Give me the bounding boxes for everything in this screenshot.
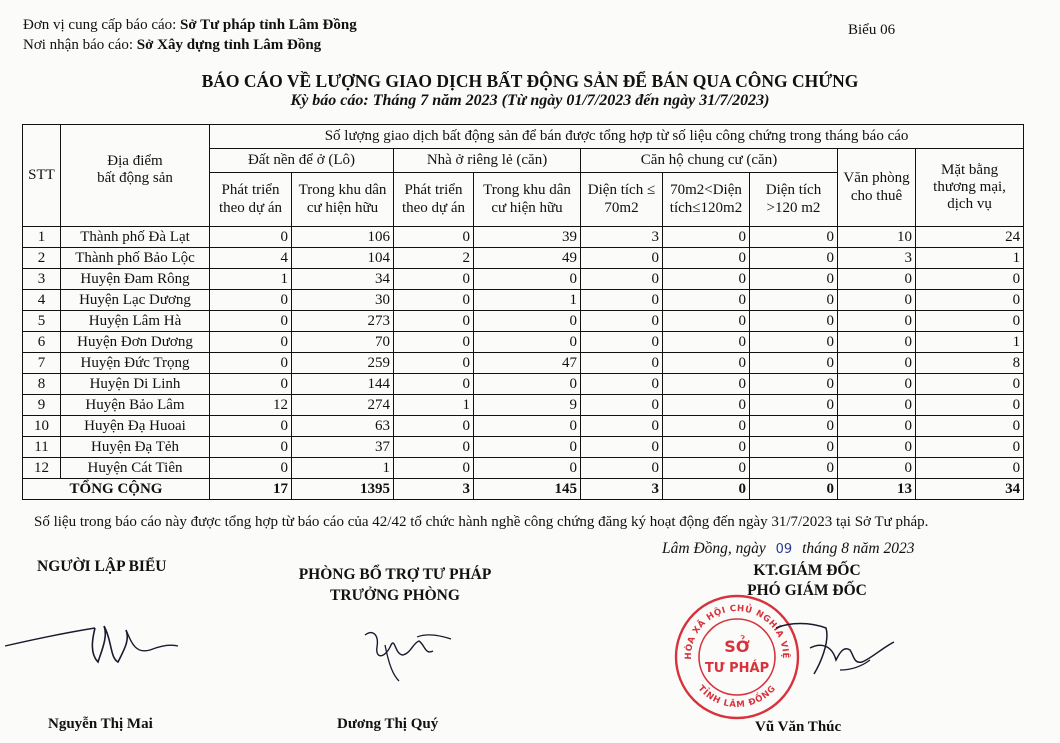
header-commercial-line1: Mặt bằng	[941, 161, 999, 178]
date-suffix: tháng 8 năm 2023	[802, 540, 915, 557]
row-location: Huyện Đơn Dương	[61, 332, 210, 353]
row-location: Huyện Đam Rông	[61, 269, 210, 290]
header-land-res	[292, 173, 394, 227]
source-note: Số liệu trong báo cáo này được tổng hợp từ báo cáo của 42/42 tổ chức hành nghề công chứng đăng ký hoạt động đến ngày 31/7/2023 tại Sở Tư pháp.	[34, 514, 929, 530]
cell-land-res: 1	[292, 458, 394, 479]
cell-apt-small: 0	[581, 395, 663, 416]
cell-land-res: 259	[292, 353, 394, 374]
cell-land-dev: 4	[210, 248, 292, 269]
date-day: 09	[775, 542, 793, 557]
cell-house-res: 0	[474, 269, 581, 290]
director-title-line2: PHÓ GIÁM ĐỐC	[747, 582, 867, 599]
cell-apt-large: 0	[750, 416, 838, 437]
cell-house-dev: 0	[394, 269, 474, 290]
table-row	[23, 290, 1024, 311]
row-stt: 5	[23, 311, 61, 332]
cell-house-dev: 0	[394, 290, 474, 311]
total-row	[23, 479, 1024, 500]
header-land-dev	[210, 173, 292, 227]
table-row	[23, 311, 1024, 332]
cell-land-res: 70	[292, 332, 394, 353]
header-house-res	[474, 173, 581, 227]
seal-ring-top: CỘNG HÒA XÃ HỘI CHỦ NGHĨA VIỆT NAM	[667, 585, 791, 660]
cell-office: 0	[838, 437, 916, 458]
total-apt-mid: 0	[663, 479, 750, 500]
provider-label: Đơn vị cung cấp báo cáo:	[23, 17, 181, 33]
cell-land-res: 144	[292, 374, 394, 395]
cell-house-dev: 0	[394, 374, 474, 395]
total-apt-small: 3	[581, 479, 663, 500]
cell-apt-mid: 0	[663, 311, 750, 332]
total-apt-large: 0	[750, 479, 838, 500]
cell-apt-large: 0	[750, 353, 838, 374]
director-title-line1: KT.GIÁM ĐỐC	[753, 562, 861, 579]
cell-apt-large: 0	[750, 311, 838, 332]
cell-commercial: 0	[916, 395, 1024, 416]
cell-apt-large: 0	[750, 437, 838, 458]
cell-house-dev: 1	[394, 395, 474, 416]
form-code: Biểu 06	[848, 22, 896, 38]
office-signature-icon	[355, 615, 475, 685]
office-title-line1: PHÒNG BỔ TRỢ TƯ PHÁP	[298, 566, 492, 583]
cell-land-dev: 0	[210, 458, 292, 479]
cell-apt-large: 0	[750, 332, 838, 353]
header-apt-large-line1: Diện tích	[765, 182, 822, 199]
cell-house-dev: 0	[394, 458, 474, 479]
cell-apt-small: 0	[581, 374, 663, 395]
row-location: Huyện Lạc Dương	[61, 290, 210, 311]
cell-house-res: 39	[474, 227, 581, 248]
cell-land-dev: 0	[210, 311, 292, 332]
row-location: Huyện Đạ Tẻh	[61, 437, 210, 458]
transaction-table	[22, 124, 1024, 500]
row-stt: 1	[23, 227, 61, 248]
row-location: Huyện Di Linh	[61, 374, 210, 395]
cell-commercial: 0	[916, 458, 1024, 479]
row-stt: 9	[23, 395, 61, 416]
header-house-res-line1: Trong khu dân	[483, 182, 571, 199]
header-commercial-line2: thương mại,	[933, 178, 1006, 195]
cell-apt-mid: 0	[663, 458, 750, 479]
office-title-line2: TRƯỞNG PHÒNG	[330, 587, 460, 604]
cell-land-dev: 0	[210, 416, 292, 437]
preparer-signature-icon	[0, 610, 180, 690]
cell-apt-mid: 0	[663, 227, 750, 248]
total-land-dev: 17	[210, 479, 292, 500]
cell-land-res: 106	[292, 227, 394, 248]
header-apt-small-line1: Diện tích ≤	[587, 182, 656, 199]
cell-office: 0	[838, 311, 916, 332]
total-land-res: 1395	[292, 479, 394, 500]
recipient-line	[23, 37, 321, 54]
cell-office: 10	[838, 227, 916, 248]
row-location: Huyện Đạ Huoai	[61, 416, 210, 437]
cell-office: 0	[838, 416, 916, 437]
row-stt: 10	[23, 416, 61, 437]
report-title: BÁO CÁO VỀ LƯỢNG GIAO DỊCH BẤT ĐỘNG SẢN ĐỂ BÁN QUA CÔNG CHỨNG	[201, 71, 859, 91]
office-name: Dương Thị Quý	[337, 716, 439, 732]
date-prefix: Lâm Đồng, ngày	[662, 540, 766, 557]
header-land-dev-line1: Phát triển	[221, 182, 280, 199]
svg-text:TỈNH LÂM ĐỒNG	[696, 684, 779, 711]
table-row	[23, 374, 1024, 395]
cell-office: 0	[838, 332, 916, 353]
seal-center-line1: SỞ	[724, 637, 750, 656]
date-line	[662, 540, 914, 558]
cell-office: 0	[838, 269, 916, 290]
seal-ring-bottom: TỈNH LÂM ĐỒNG	[695, 683, 779, 711]
cell-apt-small: 0	[581, 290, 663, 311]
cell-land-dev: 0	[210, 353, 292, 374]
header-apt-small-line2: 70m2	[604, 199, 639, 216]
cell-land-res: 274	[292, 395, 394, 416]
table-row	[23, 437, 1024, 458]
cell-land-res: 34	[292, 269, 394, 290]
director-signature-icon	[770, 612, 910, 682]
cell-commercial: 0	[916, 416, 1024, 437]
cell-apt-mid: 0	[663, 269, 750, 290]
cell-land-dev: 0	[210, 227, 292, 248]
cell-commercial: 0	[916, 437, 1024, 458]
header-commercial	[916, 149, 1024, 227]
seal-center-line2: TƯ PHÁP	[704, 661, 770, 676]
header-house-dev-line2: theo dự án	[401, 199, 466, 216]
row-stt: 2	[23, 248, 61, 269]
cell-apt-mid: 0	[663, 248, 750, 269]
row-stt: 7	[23, 353, 61, 374]
cell-apt-small: 0	[581, 332, 663, 353]
header-office-line1: Văn phòng	[843, 170, 910, 187]
cell-house-res: 0	[474, 458, 581, 479]
cell-commercial: 1	[916, 332, 1024, 353]
header-location	[61, 125, 210, 227]
cell-house-dev: 0	[394, 332, 474, 353]
total-house-res: 145	[474, 479, 581, 500]
cell-house-dev: 0	[394, 437, 474, 458]
director-name: Vũ Văn Thúc	[755, 719, 842, 735]
header-apt-large-line2: >120 m2	[766, 199, 821, 216]
header-apt-mid	[663, 173, 750, 227]
cell-land-dev: 12	[210, 395, 292, 416]
cell-office: 0	[838, 353, 916, 374]
header-apartment: Căn hộ chung cư (căn)	[581, 149, 838, 173]
row-location: Huyện Đức Trọng	[61, 353, 210, 374]
header-office	[838, 149, 916, 227]
total-label: TỔNG CỘNG	[23, 479, 210, 500]
cell-apt-mid: 0	[663, 353, 750, 374]
cell-apt-small: 0	[581, 269, 663, 290]
row-location: Huyện Cát Tiên	[61, 458, 210, 479]
cell-office: 0	[838, 458, 916, 479]
cell-land-dev: 1	[210, 269, 292, 290]
cell-house-res: 9	[474, 395, 581, 416]
recipient-value: Sở Xây dựng tỉnh Lâm Đồng	[136, 37, 322, 53]
cell-apt-small: 0	[581, 416, 663, 437]
cell-land-res: 37	[292, 437, 394, 458]
preparer-name: Nguyễn Thị Mai	[48, 716, 153, 732]
table-body	[23, 227, 1024, 500]
row-stt: 8	[23, 374, 61, 395]
cell-land-dev: 0	[210, 374, 292, 395]
cell-house-res: 0	[474, 416, 581, 437]
row-stt: 4	[23, 290, 61, 311]
row-location: Huyện Lâm Hà	[61, 311, 210, 332]
cell-house-res: 49	[474, 248, 581, 269]
cell-house-res: 0	[474, 437, 581, 458]
cell-apt-small: 0	[581, 353, 663, 374]
total-commercial: 34	[916, 479, 1024, 500]
cell-apt-large: 0	[750, 458, 838, 479]
header-land-res-line1: Trong khu dân	[298, 182, 387, 199]
cell-apt-small: 3	[581, 227, 663, 248]
header-house-dev-line1: Phát triển	[404, 182, 463, 199]
cell-apt-large: 0	[750, 395, 838, 416]
row-location: Huyện Bảo Lâm	[61, 395, 210, 416]
cell-apt-small: 0	[581, 248, 663, 269]
total-office: 13	[838, 479, 916, 500]
cell-apt-small: 0	[581, 458, 663, 479]
cell-apt-large: 0	[750, 248, 838, 269]
cell-apt-large: 0	[750, 227, 838, 248]
header-location-line2: bất động sản	[97, 170, 173, 187]
table-row	[23, 416, 1024, 437]
cell-apt-mid: 0	[663, 374, 750, 395]
cell-apt-mid: 0	[663, 437, 750, 458]
header-apt-small	[581, 173, 663, 227]
recipient-label: Nơi nhận báo cáo:	[23, 37, 137, 53]
cell-commercial: 1	[916, 248, 1024, 269]
cell-commercial: 8	[916, 353, 1024, 374]
cell-apt-mid: 0	[663, 395, 750, 416]
table-row	[23, 248, 1024, 269]
cell-apt-mid: 0	[663, 290, 750, 311]
cell-house-dev: 0	[394, 416, 474, 437]
cell-office: 0	[838, 374, 916, 395]
table-row	[23, 395, 1024, 416]
row-stt: 11	[23, 437, 61, 458]
header-house: Nhà ở riêng lẻ (căn)	[394, 149, 581, 173]
cell-apt-mid: 0	[663, 332, 750, 353]
cell-house-res: 47	[474, 353, 581, 374]
header-land-dev-line2: theo dự án	[218, 199, 283, 216]
row-stt: 3	[23, 269, 61, 290]
cell-house-dev: 0	[394, 311, 474, 332]
cell-house-res: 0	[474, 332, 581, 353]
cell-land-dev: 0	[210, 290, 292, 311]
cell-land-res: 273	[292, 311, 394, 332]
report-subtitle: Kỳ báo cáo: Tháng 7 năm 2023 (Từ ngày 01/7/2023 đến ngày 31/7/2023)	[290, 92, 770, 109]
row-stt: 12	[23, 458, 61, 479]
provider-value: Sở Tư pháp tỉnh Lâm Đồng	[180, 17, 357, 33]
table-row	[23, 332, 1024, 353]
header-apt-mid-line1: 70m2<Diện	[670, 182, 742, 199]
header-stt: STT	[23, 125, 61, 227]
cell-land-res: 63	[292, 416, 394, 437]
table-row	[23, 458, 1024, 479]
cell-house-res: 0	[474, 311, 581, 332]
table-row	[23, 353, 1024, 374]
cell-commercial: 24	[916, 227, 1024, 248]
header-office-line2: cho thuê	[850, 187, 903, 204]
table-row	[23, 227, 1024, 248]
cell-apt-large: 0	[750, 290, 838, 311]
office-title	[280, 566, 510, 605]
row-location: Thành phố Đà Lạt	[61, 227, 210, 248]
cell-commercial: 0	[916, 311, 1024, 332]
header-location-line1: Địa điểm	[107, 153, 163, 169]
cell-house-dev: 0	[394, 227, 474, 248]
row-location: Thành phố Bảo Lộc	[61, 248, 210, 269]
cell-apt-large: 0	[750, 374, 838, 395]
cell-house-res: 1	[474, 290, 581, 311]
cell-office: 3	[838, 248, 916, 269]
cell-house-res: 0	[474, 374, 581, 395]
cell-land-res: 104	[292, 248, 394, 269]
cell-house-dev: 2	[394, 248, 474, 269]
header-house-res-line2: cư hiện hữu	[491, 199, 563, 216]
cell-land-dev: 0	[210, 437, 292, 458]
header-house-dev	[394, 173, 474, 227]
header-apt-mid-line2: tích≤120m2	[669, 199, 743, 216]
cell-commercial: 0	[916, 269, 1024, 290]
table-row	[23, 269, 1024, 290]
cell-apt-small: 0	[581, 437, 663, 458]
header-apt-large	[750, 173, 838, 227]
cell-land-dev: 0	[210, 332, 292, 353]
cell-apt-mid: 0	[663, 416, 750, 437]
cell-house-dev: 0	[394, 353, 474, 374]
cell-commercial: 0	[916, 374, 1024, 395]
header-land: Đất nền để ở (Lô)	[210, 149, 394, 173]
cell-office: 0	[838, 395, 916, 416]
header-land-res-line2: cư hiện hữu	[306, 199, 379, 216]
preparer-title: NGƯỜI LẬP BIỂU	[37, 558, 167, 575]
cell-apt-large: 0	[750, 269, 838, 290]
cell-office: 0	[838, 290, 916, 311]
cell-commercial: 0	[916, 290, 1024, 311]
header-super: Số lượng giao dịch bất động sản để bán được tổng hợp từ số liệu công chứng trong tháng báo cáo	[210, 125, 1024, 149]
cell-land-res: 30	[292, 290, 394, 311]
row-stt: 6	[23, 332, 61, 353]
cell-apt-small: 0	[581, 311, 663, 332]
header-commercial-line3: dịch vụ	[947, 196, 992, 213]
total-house-dev: 3	[394, 479, 474, 500]
provider-line	[23, 17, 357, 34]
